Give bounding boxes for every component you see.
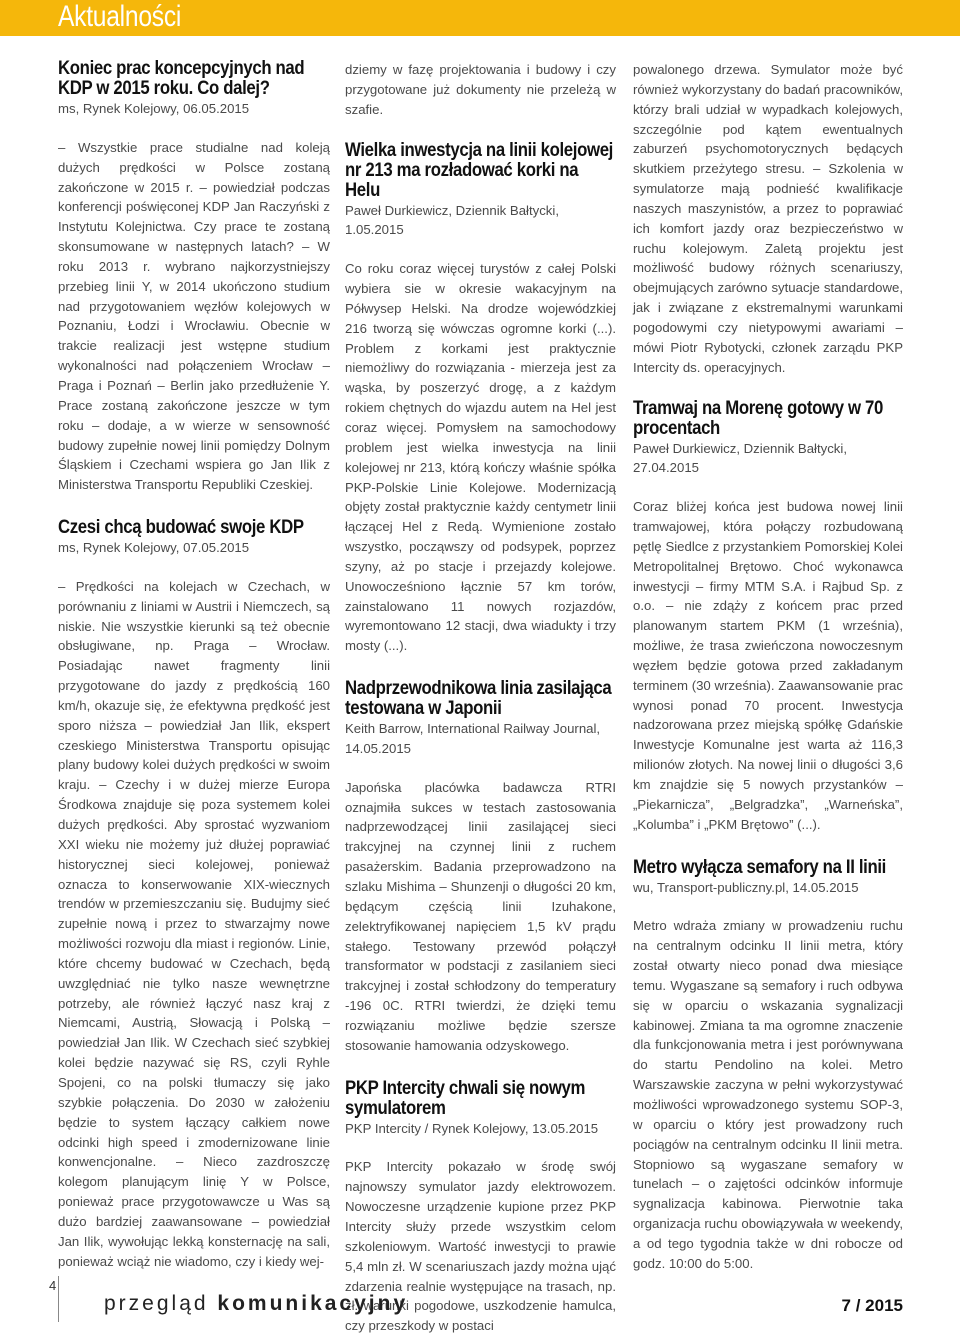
column-3 <box>633 60 903 1274</box>
article <box>345 140 616 657</box>
article-source: wu, Transport-publiczny.pl, 14.05.2015 <box>633 879 859 895</box>
article-source: ms, Rynek Kolejowy, 07.05.2015 <box>58 540 250 556</box>
column-1 <box>58 58 330 1271</box>
article-source: Keith Barrow, International Railway Journal, 14.05.2015 <box>345 721 601 756</box>
article-body: Japońska placówka badawcza RTRI oznajmiła sukces w testach zastosowania nadprzewodzącej linii zasilającej sieci trakcyjnej na czynnej linii z ruchem pasażerskim. Badania przeprowadzono na szlaku Mishima – Shunzenji o długości 20 km, będącym częścią linii Izuhakone, zelektryfikowanej napięciem 1,5 kV prądu stałego. Testowany przewód połączył transformator w podstacji z zasilaniem sieci trakcyjnej i został schłodzony do temperatury -196 0C. RTRI twierdzi, że dzięki temu rozwiązaniu możliwe będzie szersze stosowanie hamowania odzyskowego. <box>345 779 616 1053</box>
page-number: 4 <box>49 1278 57 1293</box>
article-body: – Wszystkie prace studialne nad koleją dużych prędkości w Polsce zostaną zakończone w 2015 r. – powiedział podczas konferencji poświęconej KDP Jan Raczyński z Instytutu Kolejnictwa. Czy prace te zostaną skonsumowane w następnych latach? – W roku 2013 r. wybrano najkorzystniejszy przebieg linii Y, w 2014 ukończono studium nad przygotowaniem węzłów kolejowych w Poznaniu, Łodzi i Wrocławiu. Obecnie w trakcie realizacji jest wstępne studium wykonalności nad połączeniem Wrocław – Praga i Poznań – Berlin jako przedłużenie Y. Prace zostaną zakończone jeszcze w tym roku – dodaje, a w wierze w sensowność budowy zupełnie nowej linii pomiędzy Dolnym Śląskiem i Czechami wspiera go Jan Ilik z Ministerstwa Transportu Republiki Czeskiej. <box>58 139 330 493</box>
article <box>58 58 330 495</box>
article-source: PKP Intercity / Rynek Kolejowy, 13.05.2015 <box>345 1120 599 1136</box>
article <box>633 398 903 835</box>
article-body: – Prędkości na kolejach w Czechach, w porównaniu z liniami w Austrii i Niemczech, są niskie. Nie wszystkie kierunki są też obecnie obsługiwane, np. Praga – Wrocław. Posiadając nawet fragmenty linii przygotowane do jazdy z prędkością 160 km/h, okazuje się, że efektywna prędkość jest sporo niższa – powiedział Jan Ilik, ekspert czeskiego Ministerstwa Transportu opisując plany budowy kolei dużych prędkości w swoim kraju. – Czechy i w dużej mierze Europa Środkowa znajduje się poza systemem kolei dużych prędkości. Aby sprostać wyzwaniom XXI wieku nie możemy już dłużej poprawiać historycznej sieci kolejowej, ponieważ oznacza to konserwowanie XIX-wiecznych trendów w przemieszczaniu się. Budujmy sieć zupełnie nową i przez to stwarzajmy nowe możliwości rozwoju dla miast i regionów. Linie, które chcemy budować w Czechach, będą uwzględniać nie tylko nasze wewnętrzne potrzeby, ale również łączyć nasz kraj z Niemcami, Austrią, Słowacją i Polską – powiedział Jan Ilik. W Czechach sieć szybkiej kolei będzie nazywać się RS, czyli Ryhle Spojeni, co na polski tłumaczy się jako szybkie połączenia. Do 2030 w założeniu będzie to system łączący całkiem nowe odcinki high speed i zmodernizowane linie konwencjonalne. – Nieco zazdroszczę kolegom planującym linię Y w Polsce, ponieważ prace przygotowawcze u Was są dużo bardziej zaawansowane – powiedział Jan Ilik, wywołując lekką konsternację na sali, ponieważ wciąż nie wiadomo, czy i kiedy wej- <box>58 578 330 1269</box>
article-body: Coraz bliżej końca jest budowa nowej linii tramwajowej, która połączy rozbudowaną pętlę Siedlce z przystankiem Pomorskiej Kolei Metropolitalnej Brętowo. Choć wykonawca inwestycji – firmy MTM S.A. i Rajbud Sp. z o.o. – nie zdąży z końcem prac przed planowanym startem PKM (1 września), możliwe, że trasa zwieńczona nowoczesnym węzłem będzie gotowa przed zakładanym terminem (30 września). Zaawansowanie prac wynosi ponad 70 procent. Inwestycja nadzorowana przez miejską spółkę Gdańskie Inwestycje Komunalne jest warta aż 116,3 milionów złotych. Na nowej linii o długości 3,6 km znajdzie się 5 nowych przystanków – „Piekarnicza”, „Belgradzka”, „Warneńska”, „Kolumba” i „PKM Brętowo” (...). <box>633 499 903 832</box>
footer-divider <box>58 1276 59 1322</box>
article-title: Metro wyłącza semafory na II linii <box>633 855 887 878</box>
section-title: Aktualności <box>58 0 182 33</box>
article <box>58 517 330 1271</box>
article <box>345 678 616 1056</box>
article-source: Paweł Durkiewicz, Dziennik Bałtycki, 1.05.2015 <box>345 202 559 238</box>
article-title: Czesi chcą budować swoje KDP <box>58 516 304 539</box>
article-body: PKP Intercity pokazało w środę swój najnowszy symulator jazdy elektrowozem. Nowoczesne urządzenie kupione przez PKP Intercity służy przede wszystkim celom szkoleniowym. Wartość inwestycji to prawie 5,4 mln zł. W scenariuszach jazdy można ująć zdarzenia realnie występujące na trasach, np. zł. warunki pogodowe, uszkodzenie hamulca, czy przeszkody w postaci <box>345 1159 616 1334</box>
article <box>633 857 903 1274</box>
issue-number: 7 / 2015 <box>841 1296 903 1315</box>
article-body: Metro wdraża zmiany w prowadzeniu ruchu na centralnym odcinku II linii metra, który został otwarty nieco ponad dwa miesiące temu. Wygaszane są semafory i ruch odbywa się w oparciu o wskazania sygnalizacji kabinowej. Zmiana ta ma ogromne znaczenie dla funkcjonowania metra i jest porównywana do startu Pendolino na kolei. Metro Warszawskie zaczyna w pełni wykorzystywać możliwości wprowadzonego systemu SOP-3, w oparciu o który jest prowadzony ruch pociągów na centralnym odcinku II linii metra. Stopniowo są wygaszane semafory w tunelach – o zajętości odcinków informuje sygnalizacja kabinowa. Pierwotnie taka organizacja ruchu obowiązywała w weekendy, a od tego tygodnia także w dni robocze od godz. 10:00 do 5:00. <box>633 918 903 1271</box>
article-title: Wielka inwestycja na linii kolejowej nr 213 ma rozładować korki na Helu <box>345 138 614 201</box>
article-title: Tramwaj na Morenę gotowy w 70 procentach <box>633 396 884 439</box>
article-body-continued: powalonego drzewa. Symulator może być również wykorzystany do badań pracowników, którzy brali udział w wypadkach kolejowych, szczególnie pod kątem ewentualnych zaburzeń psychomotorycznych będących skutkiem przeżytego stresu. – Szkolenia w symulatorze mają podnieść kwalifikacje naszych maszynistów, a przez to poprawiać ich komfort jazdy oraz bezpieczeństwo w ruchu kolejowym. Zaletą projektu jest możliwość budowy różnych scenariuszy, obejmujących zarówno sytuacje standardowe, jak i związane z ekstremalnymi warunkami pogodowymi czy nietypowymi awariami – mówi Piotr Rybotycki, członek zarządu PKP Intercity ds. operacyjnych. <box>633 62 903 375</box>
magazine-title: komunikacyjny <box>217 1292 409 1315</box>
magazine-name <box>104 1292 408 1316</box>
section-header-bar <box>0 0 960 36</box>
article-title: PKP Intercity chwali się nowym symulatorem <box>345 1076 586 1119</box>
article-source: ms, Rynek Kolejowy, 06.05.2015 <box>58 101 250 116</box>
article-source: Paweł Durkiewicz, Dziennik Bałtycki, 27.04.2015 <box>633 440 847 476</box>
article-title: Nadprzewodnikowa linia zasilająca testowana w Japonii <box>345 677 612 720</box>
article-body: Co roku coraz więcej turystów z całej Polski wybiera sie w okresie wakacyjnym na Półwysep Helski. Na drodze wojewódzkiej 216 tworzą się wówczas ogromne korki (...). Problem z korkami jest praktycznie niemożliwy do rozwiązania - mierzeja jest za wąska, by poszerzyć drogę, a z każdym rokiem chętnych do wjazdu autem na Hel jest coraz więcej. Pomysłem na samochodowy problem jest wielka inwestycja na linii kolejowej nr 213, którą kończy właśnie spółka PKP-Polskie Linie Kolejowe. Modernizacją objęty został praktycznie każdy centymetr linii łączącej Hel z Redą. Wymienione zostało wszystko, począwszy od podsypek, poprzez szyny, aż po stacje i przejazdy kolejowe. Unowocześniono łącznie 57 km torów, zainstalowano 11 nowych rozjazdów, wyremontowano 12 stacji, dwa wiadukty i trzy mosty (...). <box>345 261 616 654</box>
article-title: Koniec prac koncepcyjnych nad KDP w 2015 roku. Co dalej? <box>58 57 305 99</box>
article-body-continued: dziemy w fazę projektowania i budowy i czy przygotowane już dokumenty nie przeleżą w szafie. <box>345 62 616 117</box>
column-2 <box>345 60 616 1336</box>
magazine-prefix: przegląd <box>104 1292 209 1315</box>
